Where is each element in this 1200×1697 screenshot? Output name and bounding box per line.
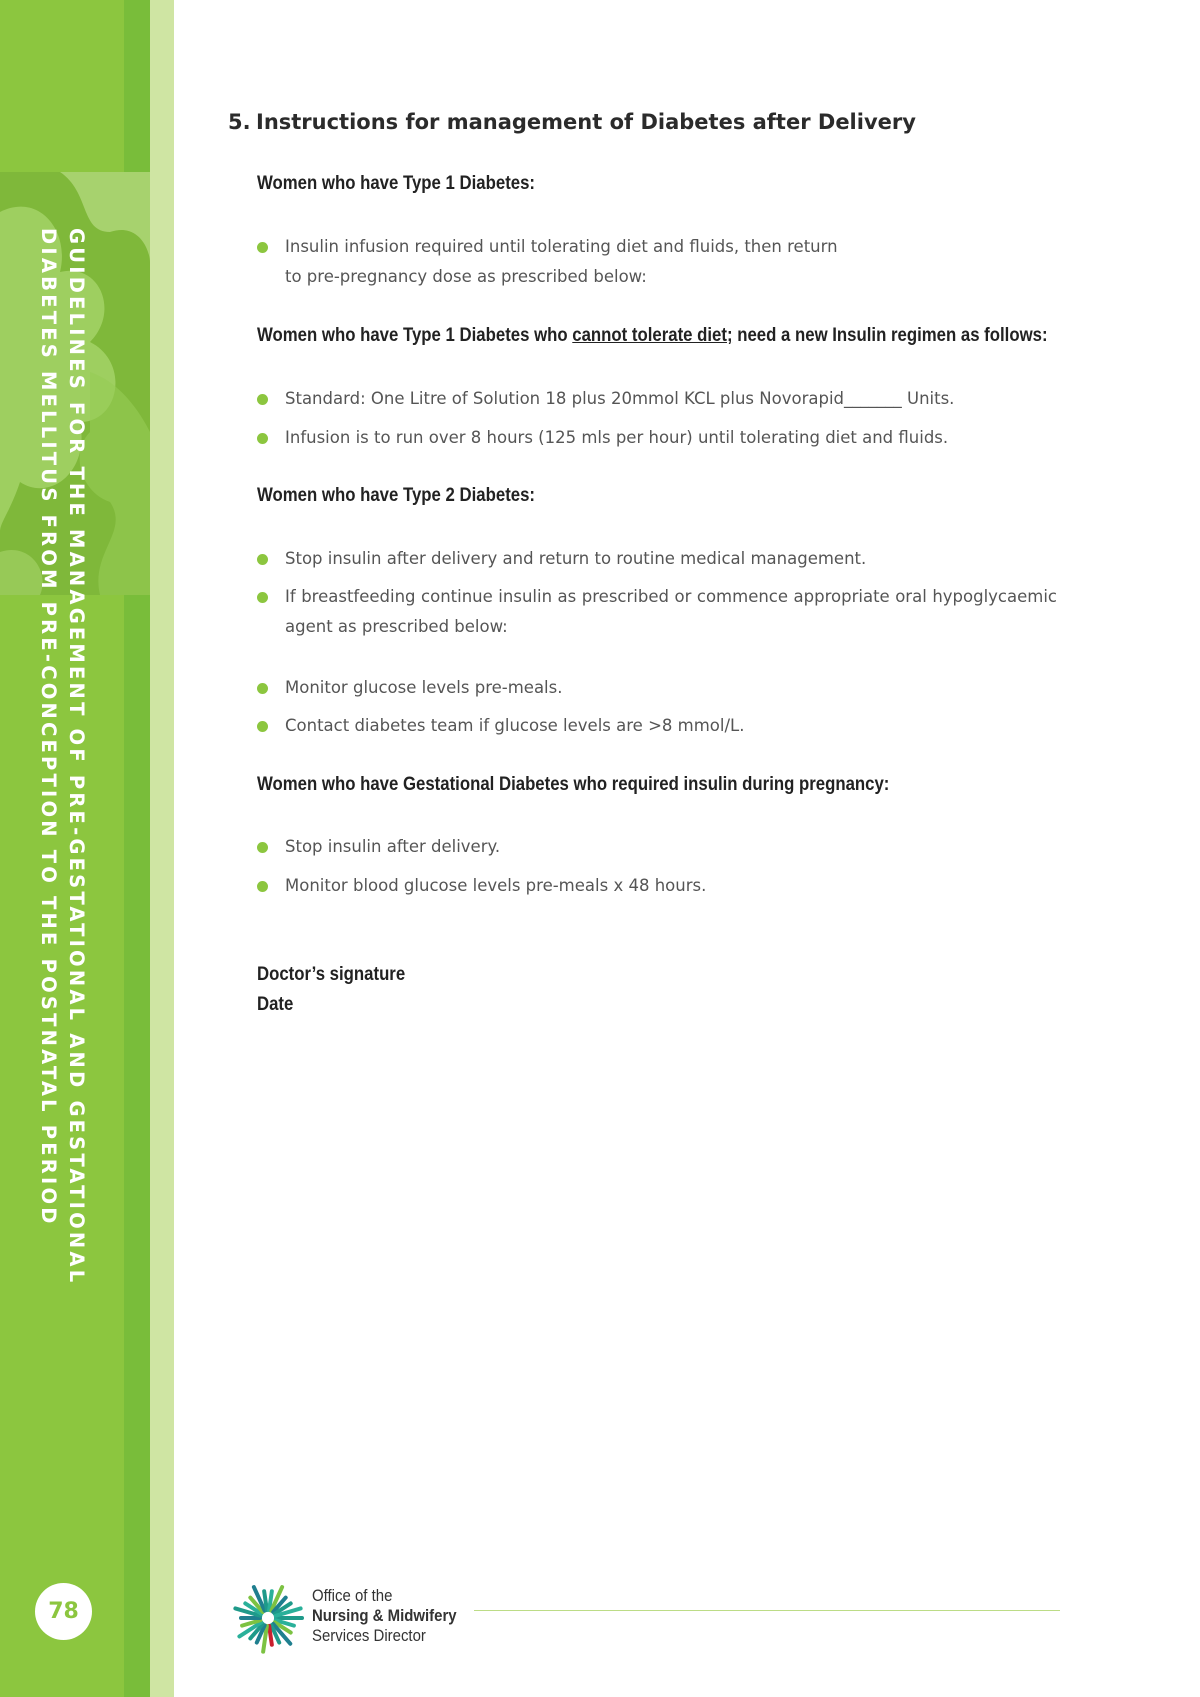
heading-underlined: cannot tolerate diet;	[572, 324, 733, 346]
logo-ray	[264, 1591, 267, 1610]
type2-heading: Women who have Type 2 Diabetes:	[257, 484, 536, 506]
list-item-text: Standard: One Litre of Solution 18 plus 20mmol KCL plus Novorapid_______ Units.	[285, 389, 955, 408]
sidebar-title-line-1: GUIDELINES FOR THE MANAGEMENT OF PRE-GESTATIONAL AND GESTATIONAL	[65, 228, 88, 1286]
heading-prefix: Women who have Type 1 Diabetes who	[257, 324, 573, 346]
footer-line-3: Services Director	[312, 1626, 426, 1645]
type1-no-diet-heading	[257, 324, 1048, 347]
list-item	[257, 711, 1057, 741]
footer-line-1: Office of the	[312, 1586, 393, 1605]
bullet-dot-icon	[257, 433, 268, 444]
bullet-dot-icon	[257, 721, 268, 732]
page-number: 78	[35, 1583, 92, 1640]
section-title-text: Instructions for management of Diabetes after Delivery	[256, 110, 916, 134]
footer-divider	[474, 1610, 1060, 1611]
list-item-text: If breastfeeding continue insulin as prescribed or commence appropriate oral hypoglycaemic agent as prescribed below:	[285, 587, 1057, 636]
date-label: Date	[257, 993, 294, 1015]
list-item-text: Stop insulin after delivery and return to routine medical management.	[285, 549, 867, 568]
list-item-text: Contact diabetes team if glucose levels are >8 mmol/L.	[285, 716, 745, 735]
type1-heading: Women who have Type 1 Diabetes:	[257, 172, 536, 194]
bullet-dot-icon	[257, 592, 268, 603]
list-item	[257, 384, 1057, 414]
starburst-logo-icon	[228, 1578, 308, 1658]
bullet-dot-icon	[257, 842, 268, 853]
bullet-dot-icon	[257, 394, 268, 405]
list-item-text: Stop insulin after delivery.	[285, 837, 501, 856]
footer-organisation	[312, 1586, 457, 1646]
gestational-heading: Women who have Gestational Diabetes who required insulin during pregnancy:	[257, 773, 890, 795]
list-item-text: Infusion is to run over 8 hours (125 mls per hour) until tolerating diet and fluids.	[285, 428, 949, 447]
section-number: 5.	[228, 110, 251, 134]
sidebar-title-line-2: DIABETES MELLITUS FROM PRE-CONCEPTION TO THE POSTNATAL PERIOD	[37, 228, 60, 1227]
bullet-dot-icon	[257, 683, 268, 694]
bullet-dot-icon	[257, 242, 268, 253]
list-item	[257, 232, 1057, 292]
list-item-text: Insulin infusion required until tolerating diet and fluids, then return to pre-pregnancy dose as prescribed below:	[285, 237, 838, 286]
footer-line-2: Nursing & Midwifery	[312, 1606, 457, 1625]
list-item	[257, 871, 1057, 901]
bullet-dot-icon	[257, 881, 268, 892]
list-item	[257, 582, 1057, 642]
list-item-text: Monitor glucose levels pre-meals.	[285, 678, 563, 697]
bullet-dot-icon	[257, 554, 268, 565]
doctor-signature-label: Doctor’s signature	[257, 963, 406, 985]
list-item	[257, 544, 1057, 574]
list-item	[257, 423, 1057, 453]
section-title	[228, 110, 916, 134]
list-item	[257, 832, 1057, 862]
heading-suffix: need a new Insulin regimen as follows:	[732, 324, 1048, 346]
list-item-text: Monitor blood glucose levels pre-meals x 48 hours.	[285, 876, 707, 895]
list-item	[257, 673, 1057, 703]
logo-ray	[269, 1626, 272, 1645]
